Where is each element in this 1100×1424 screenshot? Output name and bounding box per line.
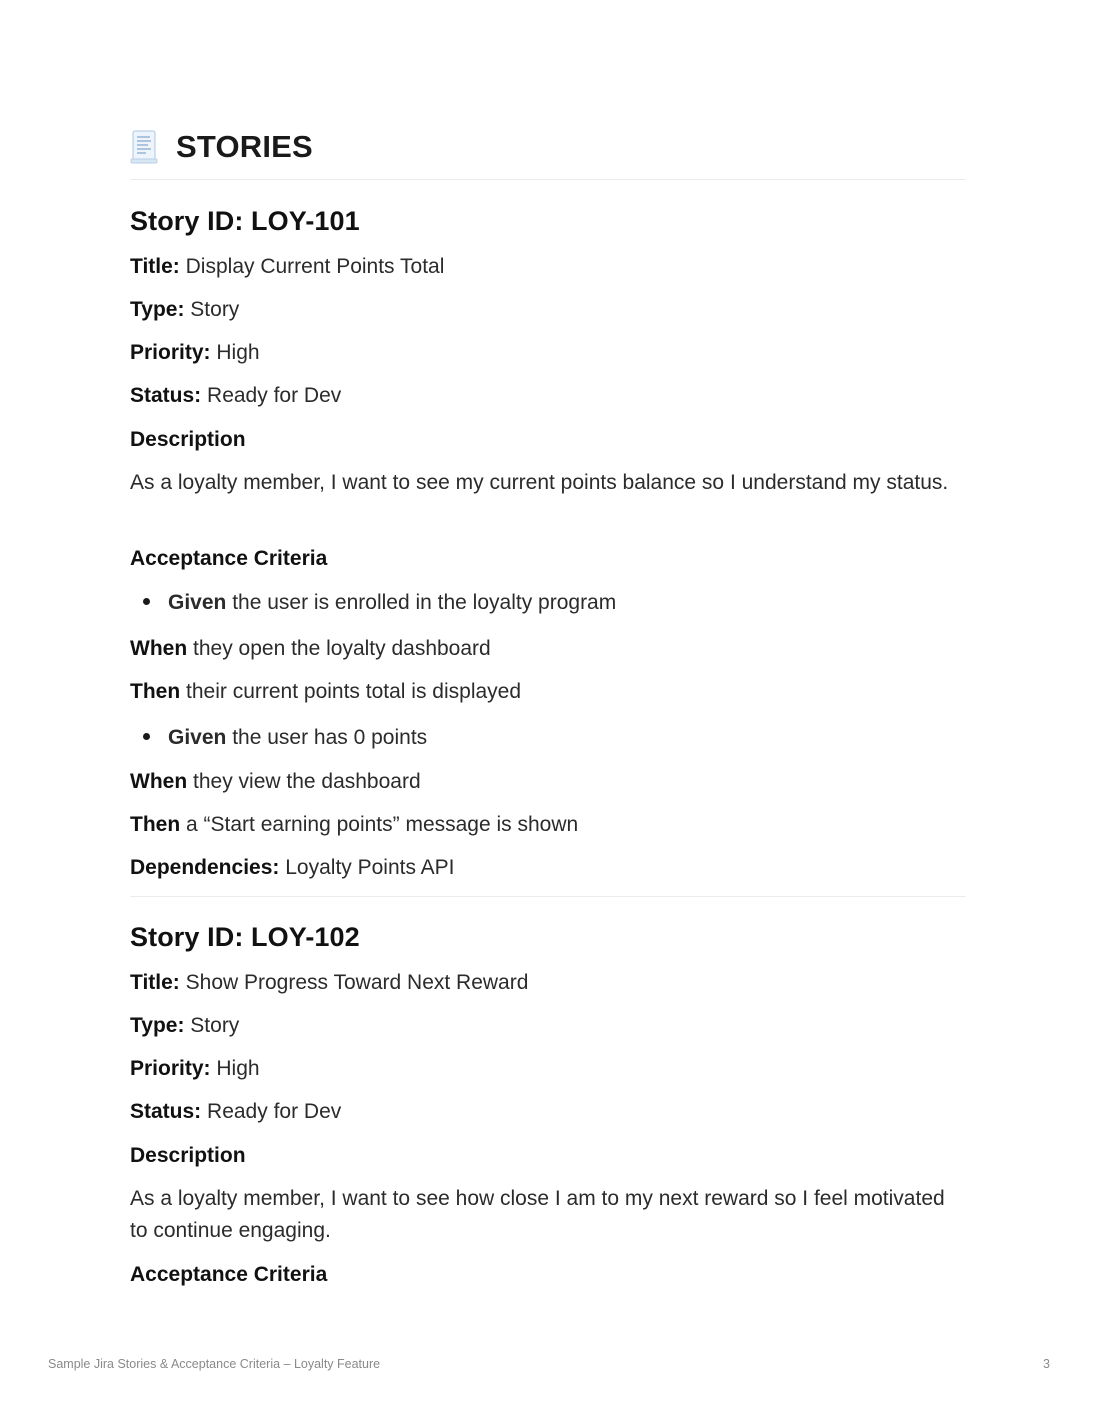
story-status: Ready for Dev <box>207 1100 342 1123</box>
footer-doc-title: Sample Jira Stories & Acceptance Criteria – Loyalty Feature <box>48 1357 381 1371</box>
document-icon <box>130 129 160 165</box>
section-header <box>130 126 966 168</box>
acceptance-criteria-heading: Acceptance Criteria <box>130 547 328 570</box>
bullet-icon <box>143 733 150 740</box>
criterion-then: Then a “Start earning points” message is shown <box>130 813 579 836</box>
story-type: Story <box>190 1014 240 1037</box>
story-id-heading: Story ID: LOY-101 <box>130 206 360 236</box>
story-status: Ready for Dev <box>207 384 342 407</box>
criterion-when: When they view the dashboard <box>130 770 421 793</box>
description-heading: Description <box>130 428 246 451</box>
story-type: Story <box>190 298 240 321</box>
criterion-then: Then their current points total is displayed <box>130 680 522 703</box>
section-divider <box>130 179 966 180</box>
story-divider <box>130 896 966 897</box>
story-priority: High <box>216 341 260 364</box>
section-title: STORIES <box>176 129 313 164</box>
criterion-given: Given the user has 0 points <box>130 722 427 754</box>
story-id-heading: Story ID: LOY-102 <box>130 922 360 952</box>
criterion-given: Given the user is enrolled in the loyalty program <box>130 587 616 619</box>
story-type-field: Type: Story <box>130 1014 240 1037</box>
story-status-field: Status: Ready for Dev <box>130 384 342 407</box>
story-priority-field: Priority: High <box>130 1057 260 1080</box>
story-id: LOY-102 <box>251 922 360 952</box>
story-type-field: Type: Story <box>130 298 240 321</box>
page-number: 3 <box>1043 1357 1050 1371</box>
story-dependencies-field: Dependencies: Loyalty Points API <box>130 856 455 879</box>
story-status-field: Status: Ready for Dev <box>130 1100 342 1123</box>
story-title: Display Current Points Total <box>185 255 445 278</box>
story-title-field: Title: Show Progress Toward Next Reward <box>130 971 529 994</box>
acceptance-criteria-heading: Acceptance Criteria <box>130 1263 328 1286</box>
criterion-when: When they open the loyalty dashboard <box>130 637 491 660</box>
story-id: LOY-101 <box>251 206 360 236</box>
description-heading: Description <box>130 1144 246 1167</box>
bullet-icon <box>143 598 150 605</box>
story-description: As a loyalty member, I want to see my current points balance so I understand my status. <box>130 471 949 494</box>
story-title-field: Title: Display Current Points Total <box>130 255 445 278</box>
story-description: As a loyalty member, I want to see how close I am to my next reward so I feel motivated to continue engaging. <box>130 1187 945 1242</box>
story-priority-field: Priority: High <box>130 341 260 364</box>
story-title: Show Progress Toward Next Reward <box>185 971 529 994</box>
story-dependencies: Loyalty Points API <box>285 856 455 879</box>
story-priority: High <box>216 1057 260 1080</box>
